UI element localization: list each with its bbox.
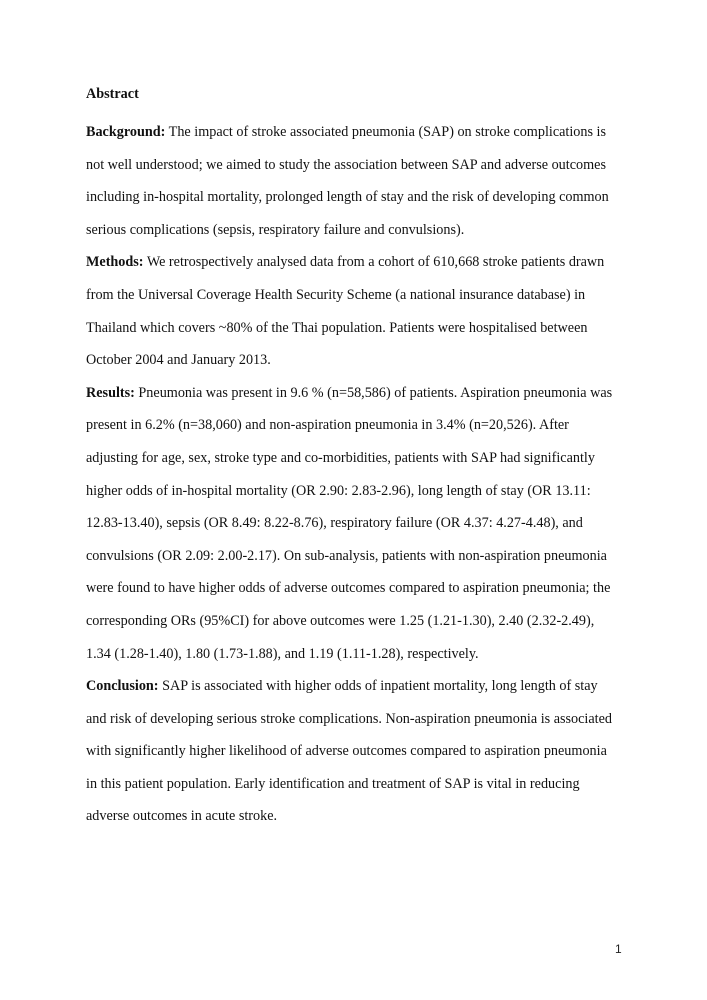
- text-line: Pneumonia was present in 9.6 % (n=58,586) of patients. Aspiration pneumonia was: [134, 384, 613, 401]
- text-line: 12.83-13.40), sepsis (OR 8.49: 8.22-8.76), respiratory failure (OR 4.37: 4.27-4.48), and: [86, 515, 583, 532]
- text-line: with significantly higher likelihood of adverse outcomes compared to aspiration pneumonia: [86, 743, 607, 760]
- text-line: 1.34 (1.28-1.40), 1.80 (1.73-1.88), and 1.19 (1.11-1.28), respectively.: [86, 645, 479, 662]
- text-line: were found to have higher odds of adverse outcomes compared to aspiration pneumonia; the: [86, 580, 611, 597]
- text-line: adjusting for age, sex, stroke type and co-morbidities, patients with SAP had significantly: [86, 449, 595, 466]
- text-line: in this patient population. Early identification and treatment of SAP is vital in reducing: [86, 775, 580, 792]
- section-label: Conclusion:: [86, 678, 159, 695]
- abstract-heading: Abstract: [86, 86, 139, 102]
- text-line: convulsions (OR 2.09: 2.00-2.17). On sub-analysis, patients with non-aspiration pneumonia: [86, 547, 607, 564]
- page-number: 1: [615, 942, 622, 956]
- text-line: Thailand which covers ~80% of the Thai population. Patients were hospitalised between: [86, 319, 588, 336]
- section-label: Methods:: [86, 254, 144, 271]
- section-methods: [86, 246, 626, 376]
- section-label: Results:: [86, 384, 135, 401]
- text-line: and risk of developing serious stroke complications. Non-aspiration pneumonia is associated: [86, 710, 613, 727]
- section-background: [86, 116, 626, 246]
- text-line: We retrospectively analysed data from a cohort of 610,668 stroke patients drawn: [143, 254, 605, 271]
- text-line: adverse outcomes in acute stroke.: [86, 808, 278, 825]
- text-line: SAP is associated with higher odds of inpatient mortality, long length of stay: [158, 678, 598, 695]
- text-line: serious complications (sepsis, respiratory failure and convulsions).: [86, 221, 465, 238]
- abstract-page: [86, 84, 626, 833]
- text-line: The impact of stroke associated pneumonia (SAP) on stroke complications is: [165, 124, 607, 140]
- text-line: not well understood; we aimed to study the association between SAP and adverse outcomes: [86, 156, 606, 173]
- section-label: Background:: [86, 124, 166, 140]
- text-line: higher odds of in-hospital mortality (OR 2.90: 2.83-2.96), long length of stay (OR 13.11:: [86, 482, 591, 499]
- text-line: corresponding ORs (95%CI) for above outcomes were 1.25 (1.21-1.30), 2.40 (2.32-2.49),: [86, 612, 595, 629]
- section-conclusion: [86, 670, 626, 833]
- section-results: [86, 377, 626, 670]
- text-line: from the Universal Coverage Health Security Scheme (a national insurance database) in: [86, 286, 586, 303]
- text-line: October 2004 and January 2013.: [86, 352, 271, 369]
- text-line: present in 6.2% (n=38,060) and non-aspiration pneumonia in 3.4% (n=20,526). After: [86, 417, 569, 434]
- text-line: including in-hospital mortality, prolonged length of stay and the risk of developing common: [86, 189, 609, 206]
